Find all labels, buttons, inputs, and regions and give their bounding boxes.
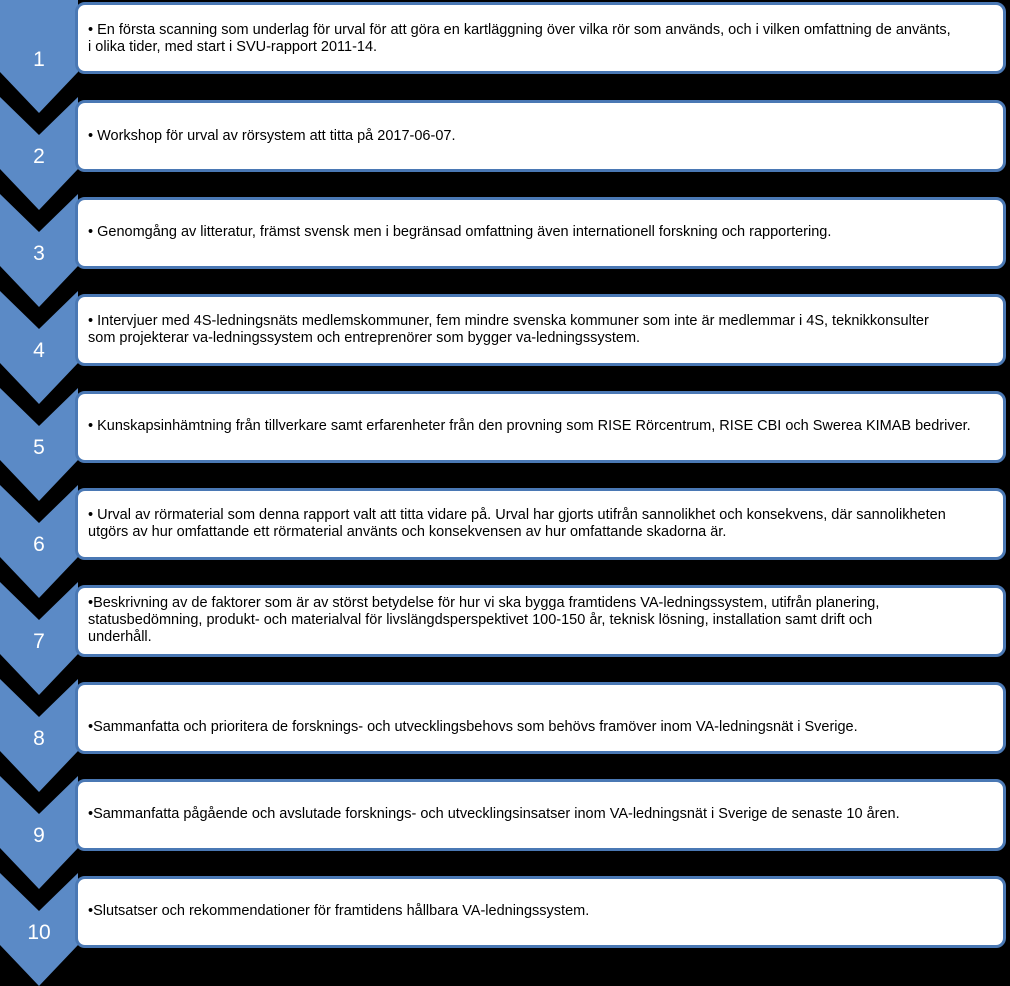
step-text: •Sammanfatta pågående och avslutade forsknings- och utvecklingsinsatser inom VA-ledningsnät i Sverige de senaste 10 åren. — [88, 806, 900, 822]
step-text: •Slutsatser och rekommendationer för framtidens hållbara VA-ledningssystem. — [88, 903, 590, 919]
step-box-8 — [75, 682, 1006, 754]
step-box-9 — [75, 779, 1006, 851]
step-number: 10 — [27, 921, 51, 944]
step-text: • Intervjuer med 4S-ledningsnäts medlemskommuner, fem mindre svenska kommuner som inte är medlemmar i 4S, teknikkonsulter som projekterar va-ledningssystem och entreprenörer som bygger va-ledningssystem. — [88, 313, 929, 346]
step-box-10 — [75, 876, 1006, 948]
step-number: 9 — [33, 824, 45, 847]
step-box-5 — [75, 391, 1006, 463]
step-number: 6 — [33, 533, 45, 556]
step-text: • En första scanning som underlag för urval för att göra en kartläggning över vilka rör som används, och i vilken omfattning de använts, i olika tider, med start i SVU-rapport 2011-14. — [88, 22, 951, 55]
step-box-2 — [75, 100, 1006, 172]
step-text: • Genomgång av litteratur, främst svensk men i begränsad omfattning även internationell forskning och rapportering. — [88, 224, 832, 240]
step-box-3 — [75, 197, 1006, 269]
step-box-4 — [75, 294, 1006, 366]
step-text: •Sammanfatta och prioritera de forsknings- och utvecklingsbehovs som behövs framöver inom VA-ledningsnät i Sverige. — [88, 719, 858, 735]
step-text: • Urval av rörmaterial som denna rapport valt att titta vidare på. Urval har gjorts utifrån sannolikhet och konsekvens, där sannolikheten utgörs av hur omfattande ett rörmaterial använts och konsekvensen av hur omfattande skadorna är. — [88, 507, 946, 540]
step-number: 8 — [33, 727, 45, 750]
step-number: 1 — [33, 48, 45, 71]
step-text: • Workshop för urval av rörsystem att titta på 2017-06-07. — [88, 128, 456, 144]
step-number: 2 — [33, 145, 45, 168]
step-box-1 — [75, 2, 1006, 74]
step-text: •Beskrivning av de faktorer som är av störst betydelse för hur vi ska bygga framtidens VA-ledningssystem, utifrån planering, statusbedömning, produkt- och materialval för livslängdsperspektivet 100-150 år, teknisk lösning, installation samt drift och underhåll. — [88, 595, 880, 645]
step-number: 3 — [33, 242, 45, 265]
step-number: 7 — [33, 630, 45, 653]
step-number: 5 — [33, 436, 45, 459]
step-box-6 — [75, 488, 1006, 560]
step-box-7 — [75, 585, 1006, 657]
step-text: • Kunskapsinhämtning från tillverkare samt erfarenheter från den provning som RISE Rörcentrum, RISE CBI och Swerea KIMAB bedriver. — [88, 418, 971, 434]
step-number: 4 — [33, 339, 45, 362]
